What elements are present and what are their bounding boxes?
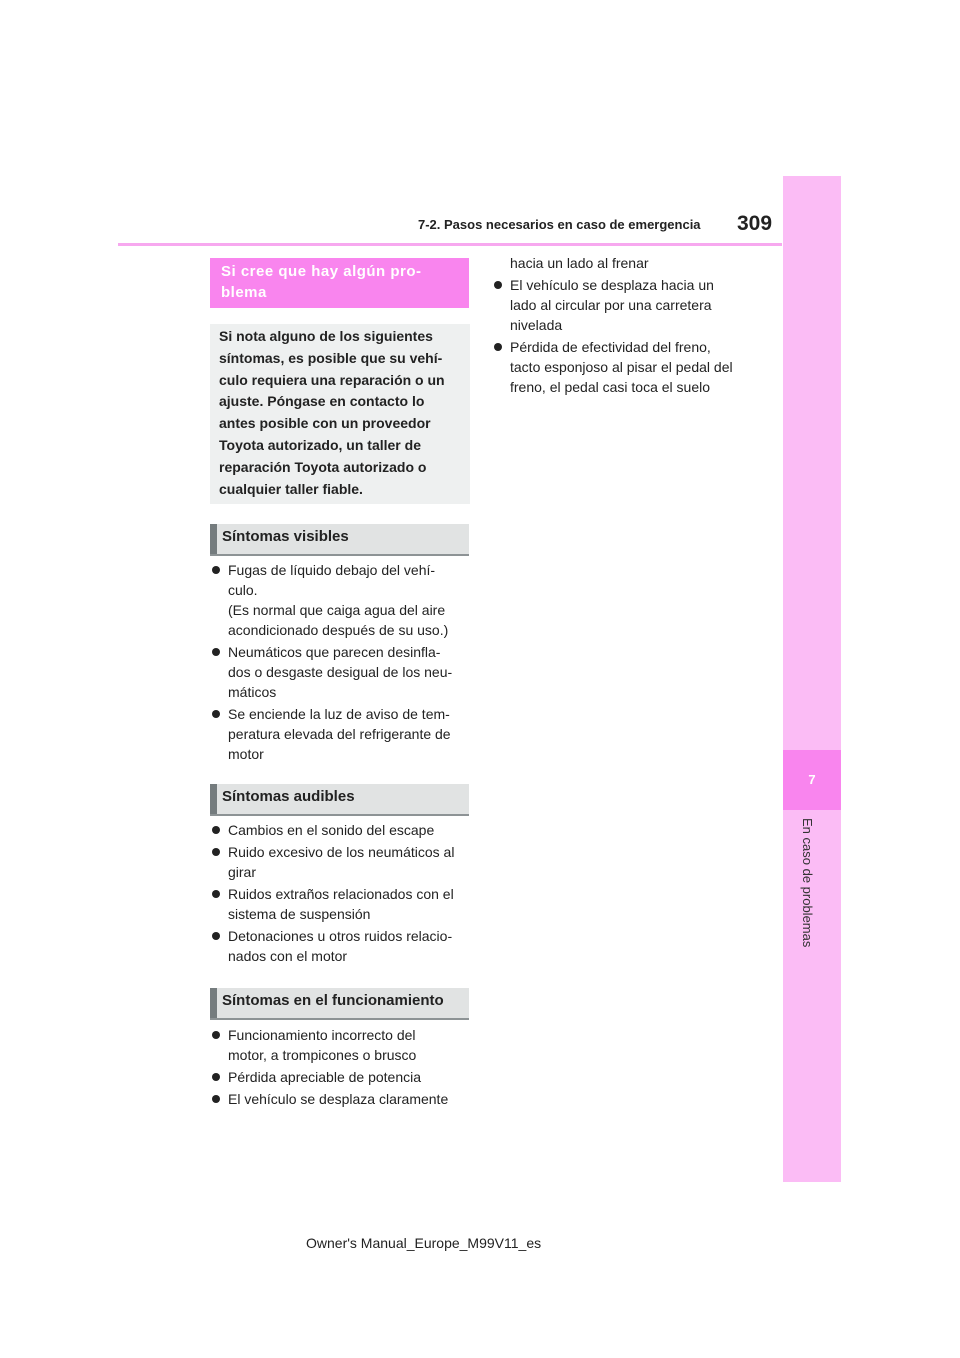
bullet-dot-icon xyxy=(212,932,220,940)
heading-text: Síntomas audibles xyxy=(222,788,355,805)
list-item: Ruido excesivo de los neumáticos al girar xyxy=(210,842,472,882)
list-item: Pérdida apreciable de potencia xyxy=(210,1067,472,1087)
topic-title: Si cree que hay algún pro-blema xyxy=(221,263,422,301)
heading-bar xyxy=(210,524,217,554)
chapter-title-text: En caso de problemas xyxy=(800,818,815,948)
list-item: El vehículo se desplaza claramente xyxy=(210,1089,472,1109)
chapter-number: 7 xyxy=(783,750,841,810)
bullet-dot-icon xyxy=(212,566,220,574)
bullet-dot-icon xyxy=(212,1031,220,1039)
footer-manual-id: Owner's Manual_Europe_M99V11_es xyxy=(306,1235,542,1251)
visible-symptoms-list xyxy=(210,560,472,766)
continued-text: hacia un lado al frenar xyxy=(510,255,649,271)
heading-audible-symptoms xyxy=(210,784,469,816)
bullet-dot-icon xyxy=(212,710,220,718)
list-item: Se enciende la luz de aviso de tem- peratura elevada del refrigerante de motor xyxy=(210,704,472,764)
heading-bar xyxy=(210,784,217,814)
bullet-dot-icon xyxy=(494,281,502,289)
heading-visible-symptoms xyxy=(210,524,469,556)
heading-bar xyxy=(210,988,217,1018)
bullet-dot-icon xyxy=(212,848,220,856)
intro-text: Si nota alguno de los siguientes síntomas, es posible que su vehí-culo requiera una reparación o un ajuste. Póngase en contacto lo antes posible con un proveedor Toyota autorizado, un taller de reparación Toyota autorizado o cualquier taller fiable. xyxy=(219,328,445,497)
list-item: Pérdida de efectividad del freno, tacto esponjoso al pisar el pedal del freno, el pedal casi toca el suelo xyxy=(492,337,762,397)
page-number: 309 xyxy=(737,212,773,235)
list-item: Ruidos extraños relacionados con el sistema de suspensión xyxy=(210,884,472,924)
header-rule xyxy=(118,243,782,246)
bullet-dot-icon xyxy=(494,343,502,351)
intro-box xyxy=(210,324,470,504)
bullet-dot-icon xyxy=(212,1095,220,1103)
section-header: 7-2. Pasos necesarios en caso de emergencia xyxy=(418,217,701,232)
right-column-list xyxy=(492,275,762,399)
bullet-dot-icon xyxy=(212,1073,220,1081)
operation-symptoms-list xyxy=(210,1025,472,1111)
bullet-dot-icon xyxy=(212,648,220,656)
heading-text: Síntomas en el funcionamiento xyxy=(222,992,444,1009)
list-item: Cambios en el sonido del escape xyxy=(210,820,472,840)
bullet-dot-icon xyxy=(212,826,220,834)
heading-operation-symptoms xyxy=(210,988,469,1020)
heading-text: Síntomas visibles xyxy=(222,528,349,545)
audible-symptoms-list xyxy=(210,820,472,968)
list-item: Neumáticos que parecen desinfla- dos o desgaste desigual de los neu- máticos xyxy=(210,642,472,702)
list-item: Funcionamiento incorrecto del motor, a trompicones o brusco xyxy=(210,1025,472,1065)
list-item: Detonaciones u otros ruidos relacio- nados con el motor xyxy=(210,926,472,966)
list-item: Fugas de líquido debajo del vehí- culo. (Es normal que caiga agua del aire acondicionado después de su uso.) xyxy=(210,560,472,640)
bullet-dot-icon xyxy=(212,890,220,898)
topic-title-box xyxy=(210,258,469,308)
list-item: El vehículo se desplaza hacia un lado al circular por una carretera nivelada xyxy=(492,275,762,335)
chapter-side-tab xyxy=(783,176,841,1182)
chapter-title xyxy=(788,818,836,968)
